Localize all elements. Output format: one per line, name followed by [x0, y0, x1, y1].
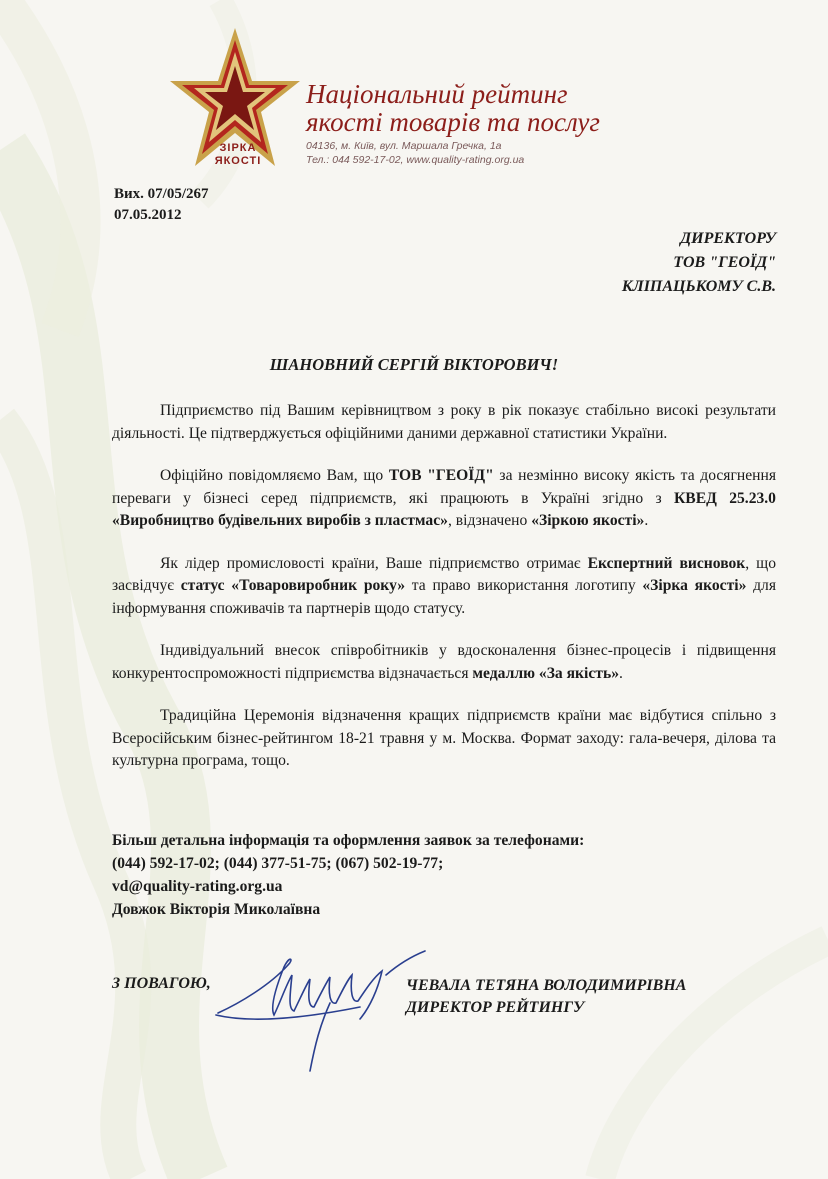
p3-text: та право використання логотипу [405, 577, 643, 594]
p2-text: , відзначено [447, 512, 532, 529]
p2-text: Офіційно повідомляємо Вам, що [160, 467, 389, 484]
salutation: ШАНОВНИЙ СЕРГІЙ ВІКТОРОВИЧ! [269, 355, 559, 374]
zirka-yakosti-logo [168, 26, 302, 176]
letterhead-address-block [306, 139, 726, 167]
paragraph-4 [112, 640, 776, 685]
logo-text-line1: ЗІРКА [219, 142, 257, 154]
p4-text: . [619, 664, 623, 682]
paragraph-5: Традиційна Церемонія відзначення кращих підприємств країни має відбутися спільно з Всеросійським бізнес-рейтингом 18-21 травня у м. Москва. Формат заходу: гала-вечеря, ділова та культурна програма, тощо. [112, 707, 776, 769]
paragraph-3 [112, 553, 776, 621]
p3-text: , що засвідчує [112, 554, 776, 594]
letterhead-title-line2: якості товарів та послуг [306, 107, 600, 137]
p2-text: за незмінно високу якість та досягнення переваги у бізнесі серед підприємств, які працюють в Україні згідно з [112, 467, 776, 507]
closing-regards: З ПОВАГОЮ, [112, 975, 211, 992]
p4-medal: медаллю «За якість» [472, 664, 619, 682]
addressee-line3: КЛІПАЦЬКОМУ С.В. [621, 278, 776, 295]
letterhead-title [306, 80, 726, 136]
signer-block [406, 975, 686, 1019]
p2-text: . [644, 512, 649, 529]
paragraph-2 [112, 465, 776, 533]
signer-name: ЧЕВАЛА ТЕТЯНА ВОЛОДИМИРІВНА [406, 977, 687, 994]
p2-company: ТОВ "ГЕОЇД" [388, 467, 494, 484]
contacts-block [112, 829, 584, 921]
paragraph-1: Підприємство під Вашим керівництвом з року в рік показує стабільно високі результати діяльності. Це підтверджується офіційними даними державної статистики України. [112, 402, 776, 442]
logo-text-line2: ЯКОСТІ [214, 155, 262, 167]
signer-title: ДИРЕКТОР РЕЙТИНГУ [406, 999, 585, 1016]
outgoing-number: Вих. 07/05/267 [114, 186, 209, 202]
addressee-line1: ДИРЕКТОРУ [680, 230, 776, 247]
contacts-intro: Більш детальна інформація та оформлення заявок за телефонами: [112, 832, 585, 849]
outgoing-reference [114, 184, 208, 226]
letterhead-contacts: Тел.: 044 592-17-02, www.quality-rating.org.ua [306, 154, 525, 166]
letter-body [112, 400, 776, 793]
p3-logo-name: «Зірка якості» [642, 577, 747, 594]
letterhead-title-line1: Національний рейтинг [306, 79, 568, 109]
letter-date: 07.05.2012 [114, 207, 182, 223]
contacts-email[interactable]: vd@quality-rating.org.ua [112, 878, 283, 895]
p3-status: статус «Товаровиробник року» [180, 577, 406, 594]
p4-text: Індивідуальний внесок співробітників у вдосконалення бізнес-процесів і підвищення конкурентоспроможності підприємства відзначається [112, 642, 776, 682]
contacts-phones: (044) 592-17-02; (044) 377-51-75; (067) 502-19-77; [112, 855, 444, 872]
p3-text: Як лідер промисловості країни, Ваше підприємство отримає [160, 554, 588, 572]
letterhead-address: 04136, м. Київ, вул. Маршала Гречка, 1а [306, 140, 502, 152]
p2-kved: КВЕД 25.23.0 [674, 489, 776, 507]
p2-award: «Зіркою якості» [531, 512, 645, 529]
p3-text: для інформування споживачів та партнерів щодо статусу. [112, 577, 777, 617]
addressee-block [622, 227, 776, 299]
p3-expert-conclusion: Експертний висновок [587, 554, 746, 572]
addressee-line2: ТОВ "ГЕОЇД" [673, 254, 776, 271]
contacts-person: Довжок Вікторія Миколаївна [112, 901, 321, 918]
p2-activity: «Виробництво будівельних виробів з пластмас» [112, 512, 448, 529]
